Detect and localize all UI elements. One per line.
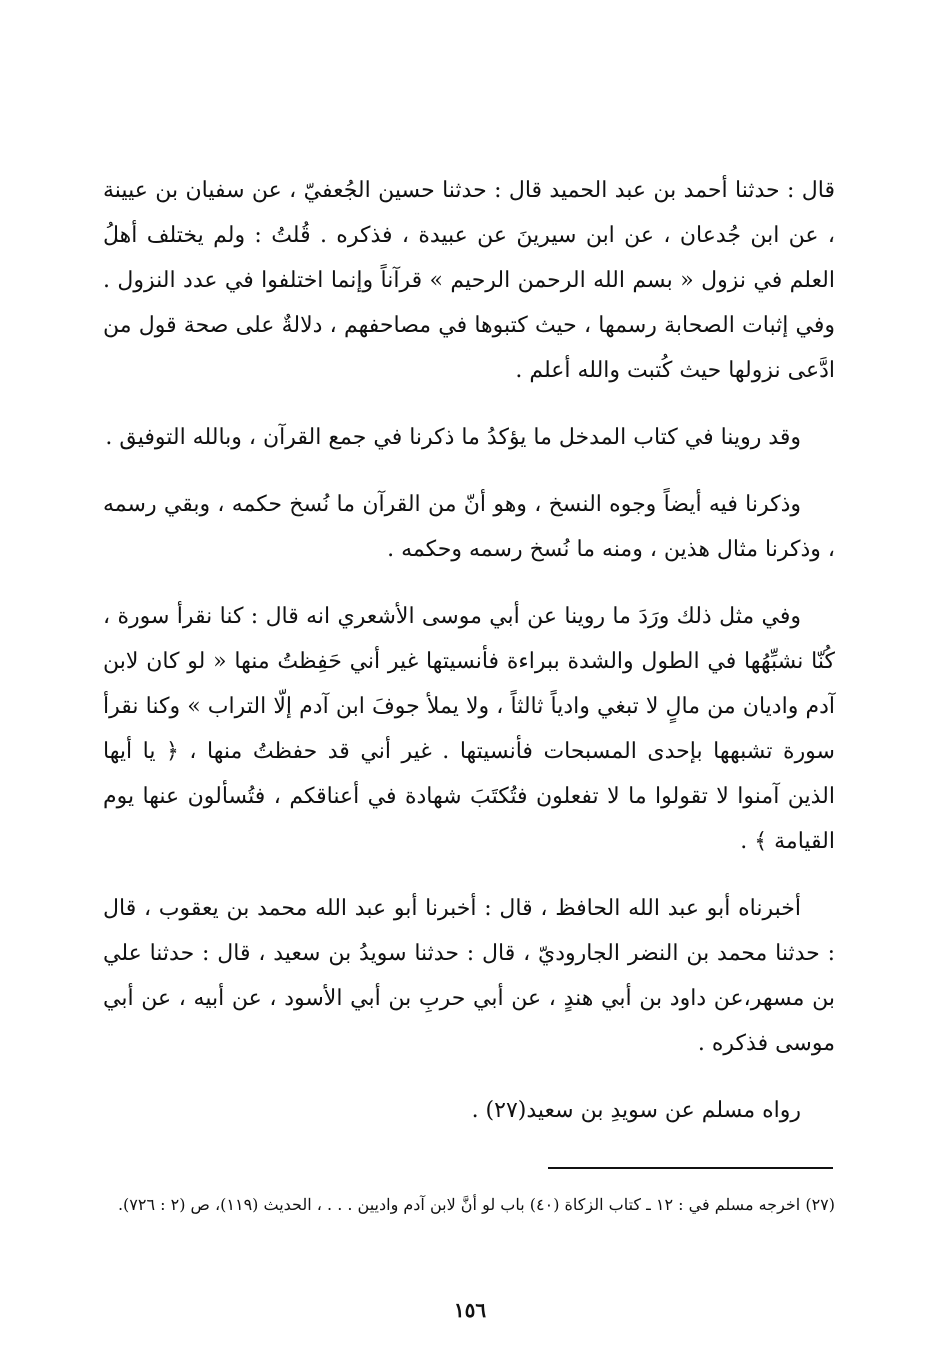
footnote: (٢٧) اخرجه مسلم في : ١٢ ـ كتاب الزكاة (٤٠) باب لو أنَّ لابن آدم واديين . . . ، الحديث (١١٩)، ص (٢ : ٧٢٦). (117, 1195, 835, 1214)
paragraph-4: وفي مثل ذلك ورَدَ ما روينا عن أبي موسى الأشعري انه قال : كنا نقرأ سورة ، كُنّا نشبِّهُها في الطول والشدة ببراءة فأنسيتها غير أني حَفِظتُ منها « لو كان لابن آدم واديان من مالٍ لا تبغي وادياً ثالثاً ، ولا يملأ جوفَ ابن آدم إلّا التراب » وكنا نقرأ سورة تشبهها بإحدى المسبحات فأنسيتها . غير أني قد حفظتُ منها ، ﴿ يا أيها الذين آمنوا لا تقولوا ما لا تفعلون فتُكتَبَ شهادة في أعناقكم ، فتُسألون عنها يوم القيامة ﴾ . (103, 604, 835, 854)
paragraph-5: أخبرناه أبو عبد الله الحافظ ، قال : أخبرنا أبو عبد الله محمد بن يعقوب ، قال : حدثنا محمد بن النضر الجاروديّ ، قال : حدثنا سويدُ بن سعيد ، قال : حدثنا علي بن مسهر،عن داود بن أبي هندٍ ، عن أبي حربِ بن أبي الأسود ، عن أبيه ، عن أبي موسى فذكره . (103, 896, 835, 1056)
paragraph-1: قال : حدثنا أحمد بن عبد الحميد قال : حدثنا حسين الجُعفيّ ، عن سفيان بن عيينة ، عن ابن جُدعان ، عن ابن سيرينَ عن عبيدة ، فذكره . قُلتُ : ولم يختلف أهلُ العلم في نزول « بسم الله الرحمن الرحيم » قرآناً وإنما اختلفوا في عدد النزول . وفي إثبات الصحابة رسمها ، حيث كتبوها في مصاحفهم ، دلالةٌ على صحة قول من ادَّعى نزولها حيث كُتبت والله أعلم . (103, 178, 835, 383)
paragraph-3: وذكرنا فيه أيضاً وجوه النسخ ، وهو أنّ من القرآن ما نُسخ حكمه ، وبقي رسمه ، وذكرنا مثال هذين ، ومنه ما نُسخ رسمه وحكمه . (103, 492, 835, 562)
main-text (103, 168, 835, 1133)
paragraph-6: رواه مسلم عن سويدِ بن سعيد(٢٧) . (471, 1098, 801, 1123)
paragraph-2: وقد روينا في كتاب المدخل ما يؤكدُ ما ذكرنا في جمع القرآن ، وبالله التوفيق . (105, 425, 801, 450)
page-number: ١٥٦ (453, 1298, 487, 1322)
footnote-divider (548, 1167, 833, 1169)
